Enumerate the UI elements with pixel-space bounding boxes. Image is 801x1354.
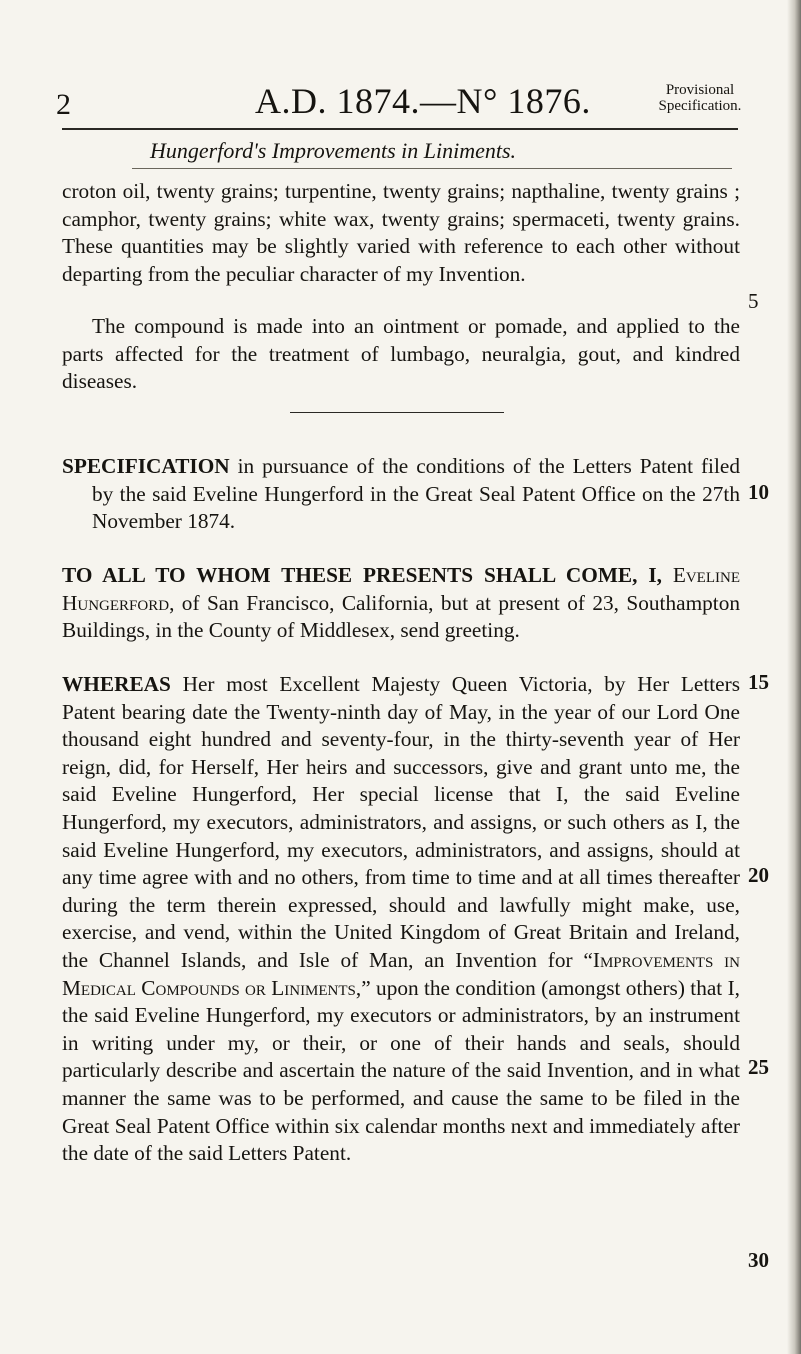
header-note-line1: Provisional (665, 82, 735, 98)
paragraph-specification (62, 453, 740, 536)
section-divider (290, 412, 504, 413)
header-note (640, 82, 760, 114)
header-note-line2: Specification. (658, 98, 742, 114)
whereas-text-a: Her most Excellent Majesty Queen Victoria, by Her Letters Patent bearing date the Twenty-ninth day of May, in the year of our Lord One thousand eight hundred and seventy-four, in the thirty-seventh year of Her reign, did, for Herself, Her heirs and successors, give and grant unto me, the said Eveline Hungerford, Her special license that I, the said Eveline Hungerford, my executors, administrators, and assigns, or such others as I, the said Eveline Hungerford, my executors, administrators, and assigns, should at any time agree with and no others, from time to time and at all times thereafter during the term therein expressed, should and lawfully might make, use, exercise, and vend, within the United Kingdom of Great Britain and Ireland, the Channel Islands, and Isle of Man, an Invention for “ (62, 672, 740, 972)
paragraph-ingredients: croton oil, twenty grains; turpentine, twenty grains; napthaline, twenty grains ; camphor, twenty grains; white wax, twenty grains; spermaceti, twenty grains. These quantities may be slightly varied with reference to each other without departing from the peculiar character of my Invention. (62, 179, 740, 286)
line-number-30: 30 (748, 1248, 769, 1272)
line-number-25: 25 (748, 1055, 769, 1079)
greeting-name: Eveline Hungerford (62, 563, 740, 615)
page-edge-shadow (787, 0, 801, 1354)
line-number-10: 10 (748, 480, 769, 504)
specification-text: in pursuance of the conditions of the Letters Patent filed by the said Eveline Hungerford in the Great Seal Patent Office on the 27th November 1874. (92, 454, 740, 534)
greeting-text: , of San Francisco, California, but at present of 23, Southampton Buildings, in the County of Middlesex, send greeting. (62, 590, 740, 643)
document-header-title: A.D. 1874.—N° 1876. (255, 81, 591, 121)
specification-heading: SPECIFICATION (62, 454, 230, 478)
greeting-lead: TO ALL TO WHOM THESE PRESENTS SHALL COME, I, (62, 563, 673, 587)
whereas-lead: WHEREAS (62, 672, 171, 696)
page-subtitle: Hungerford's Improvements in Liniments. (150, 138, 517, 163)
invention-title: Improvements in Medical Compounds or Liniments (62, 947, 741, 1000)
page-number: 2 (56, 88, 71, 121)
line-number-15: 15 (748, 670, 769, 694)
whereas-text-b: ,” upon the condition (amongst others) that I, the said Eveline Hungerford, my executors or administrators, by an instrument in writing under my, or their, or one of their hands and seals, should particularly describe and ascertain the nature of the said Invention, and in what manner the same was to be performed, and cause the same to be filed in the Great Seal Patent Office within six calendar months next and immediately after the date of the said Letters Patent. (62, 975, 741, 1166)
line-number-20: 20 (748, 863, 769, 887)
line-number-5: 5 (748, 289, 759, 313)
paragraph-greeting (62, 562, 740, 645)
subtitle-rule (132, 168, 732, 169)
paragraph-whereas (62, 671, 740, 1168)
header-rule (62, 128, 738, 130)
paragraph-application: The compound is made into an ointment or pomade, and applied to the parts affected for the treatment of lumbago, neuralgia, gout, and kindred diseases. (62, 314, 740, 394)
